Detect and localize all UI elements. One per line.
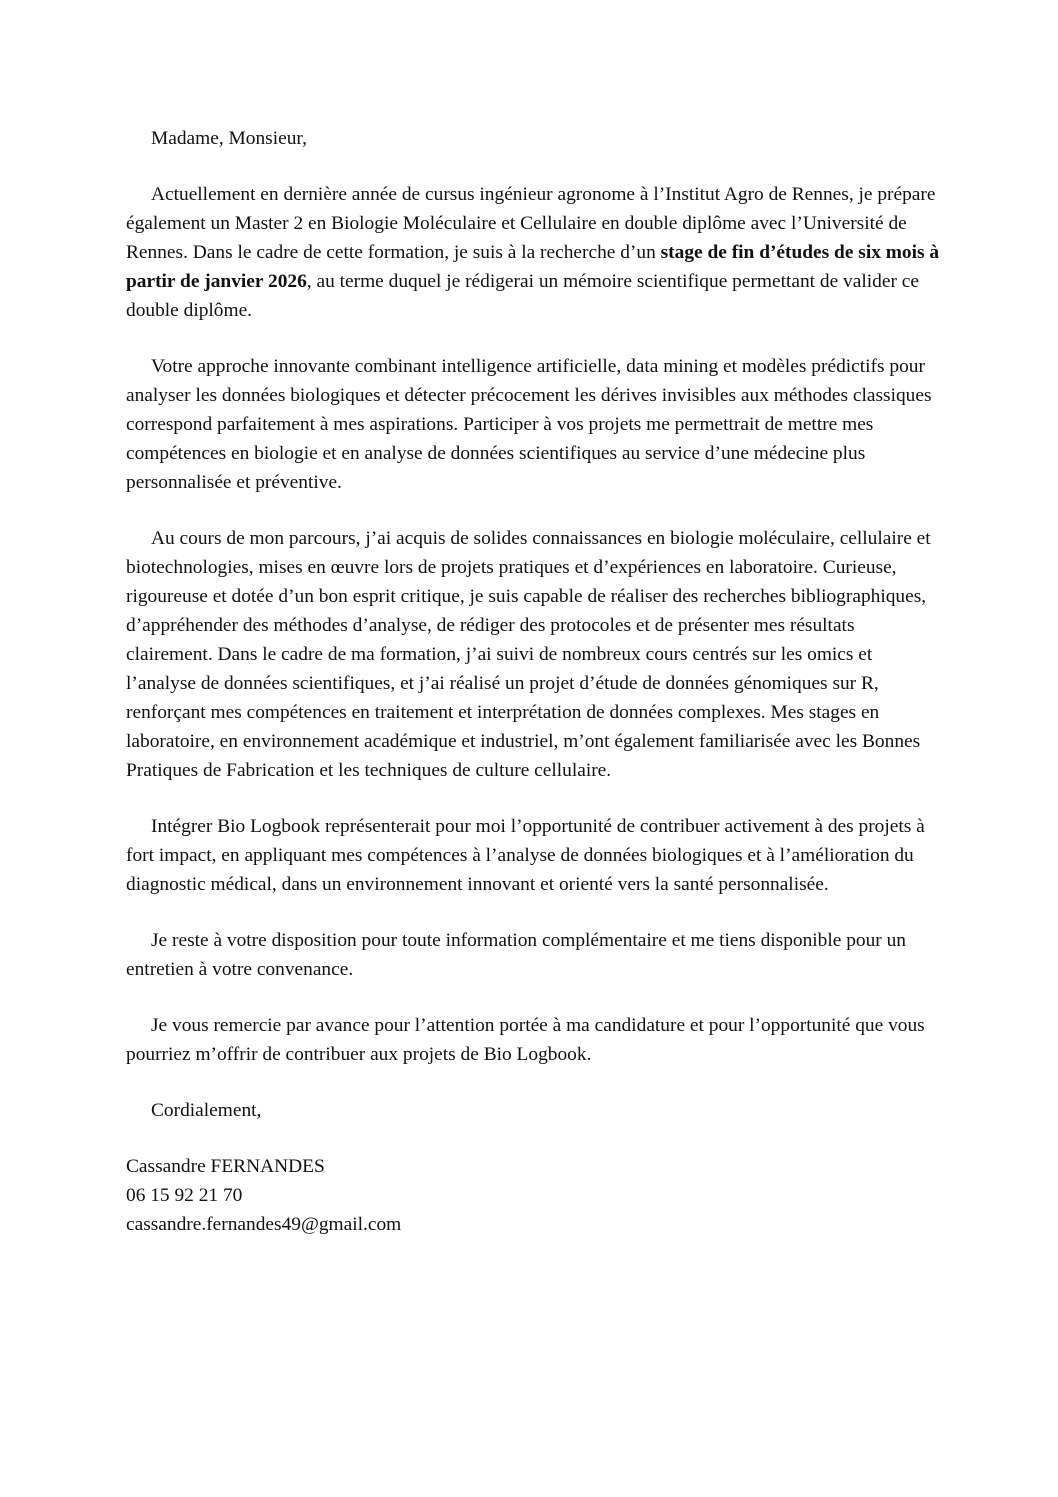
paragraph-thanks: Je vous remercie par avance pour l’attention portée à ma candidature et pour l’opportunité que vous pourriez m’offrir de contribuer aux projets de Bio Logbook. [126, 1015, 925, 1065]
paragraph-background: Au cours de mon parcours, j’ai acquis de solides connaissances en biologie moléculaire, cellulaire et biotechnologies, mises en œuvre lors de projets pratiques et d’expériences en laboratoire. Curieuse, rigoureuse et dotée d’un bon esprit critique, je suis capable de réaliser des recherches bibliographiques, d’appréhender des méthodes d’analyse, de rédiger des protocoles et de présenter mes résultats clairement. Dans le cadre de ma formation, j’ai suivi de nombreux cours centrés sur les omics et l’analyse de données scientifiques, et j’ai réalisé un projet d’étude de données génomiques sur R, renforçant mes compétences en traitement et interprétation de données complexes. Mes stages en laboratoire, en environnement académique et industriel, m’ont également familiarisée avec les Bonnes Pratiques de Fabrication et les techniques de culture cellulaire. [126, 528, 931, 781]
paragraph-intro [126, 180, 941, 325]
paragraph-availability: Je reste à votre disposition pour toute information complémentaire et me tiens disponible pour un entretien à votre convenance. [126, 930, 906, 980]
signature-name: Cassandre FERNANDES [126, 1156, 325, 1177]
signature-block [126, 1152, 941, 1239]
internship-highlight: stage de fin d’études de six mois à partir de janvier 2026 [126, 242, 940, 292]
intro-text: Actuellement en dernière année de cursus ingénieur agronome à l’Institut Agro de Rennes, je prépare également un Master 2 en Biologie Moléculaire et Cellulaire en double diplôme avec l’Université de Rennes. Dans le cadre de cette formation, je suis à la recherche d’un [126, 184, 936, 263]
paragraph-motivation: Votre approche innovante combinant intelligence artificielle, data mining et modèles prédictifs pour analyser les données biologiques et détecter précocement les dérives invisibles aux méthodes classiques correspond parfaitement à mes aspirations. Participer à vos projets me permettrait de mettre mes compétences en biologie et en analyse de données scientifiques au service d’une médecine plus personnalisée et préventive. [126, 356, 932, 493]
paragraph-company: Intégrer Bio Logbook représenterait pour moi l’opportunité de contribuer activement à des projets à fort impact, en appliquant mes compétences à l’analyse de données biologiques et à l’amélioration du diagnostic médical, dans un environnement innovant et orienté vers la santé personnalisée. [126, 816, 925, 895]
letter-body [126, 124, 941, 1239]
greeting: Madame, Monsieur, [151, 128, 307, 149]
intro-text-end: , au terme duquel je rédigerai un mémoire scientifique permettant de valider ce double diplôme. [126, 271, 919, 321]
closing: Cordialement, [151, 1100, 262, 1121]
signature-phone: 06 15 92 21 70 [126, 1185, 243, 1206]
signature-email: cassandre.fernandes49@gmail.com [126, 1214, 402, 1235]
